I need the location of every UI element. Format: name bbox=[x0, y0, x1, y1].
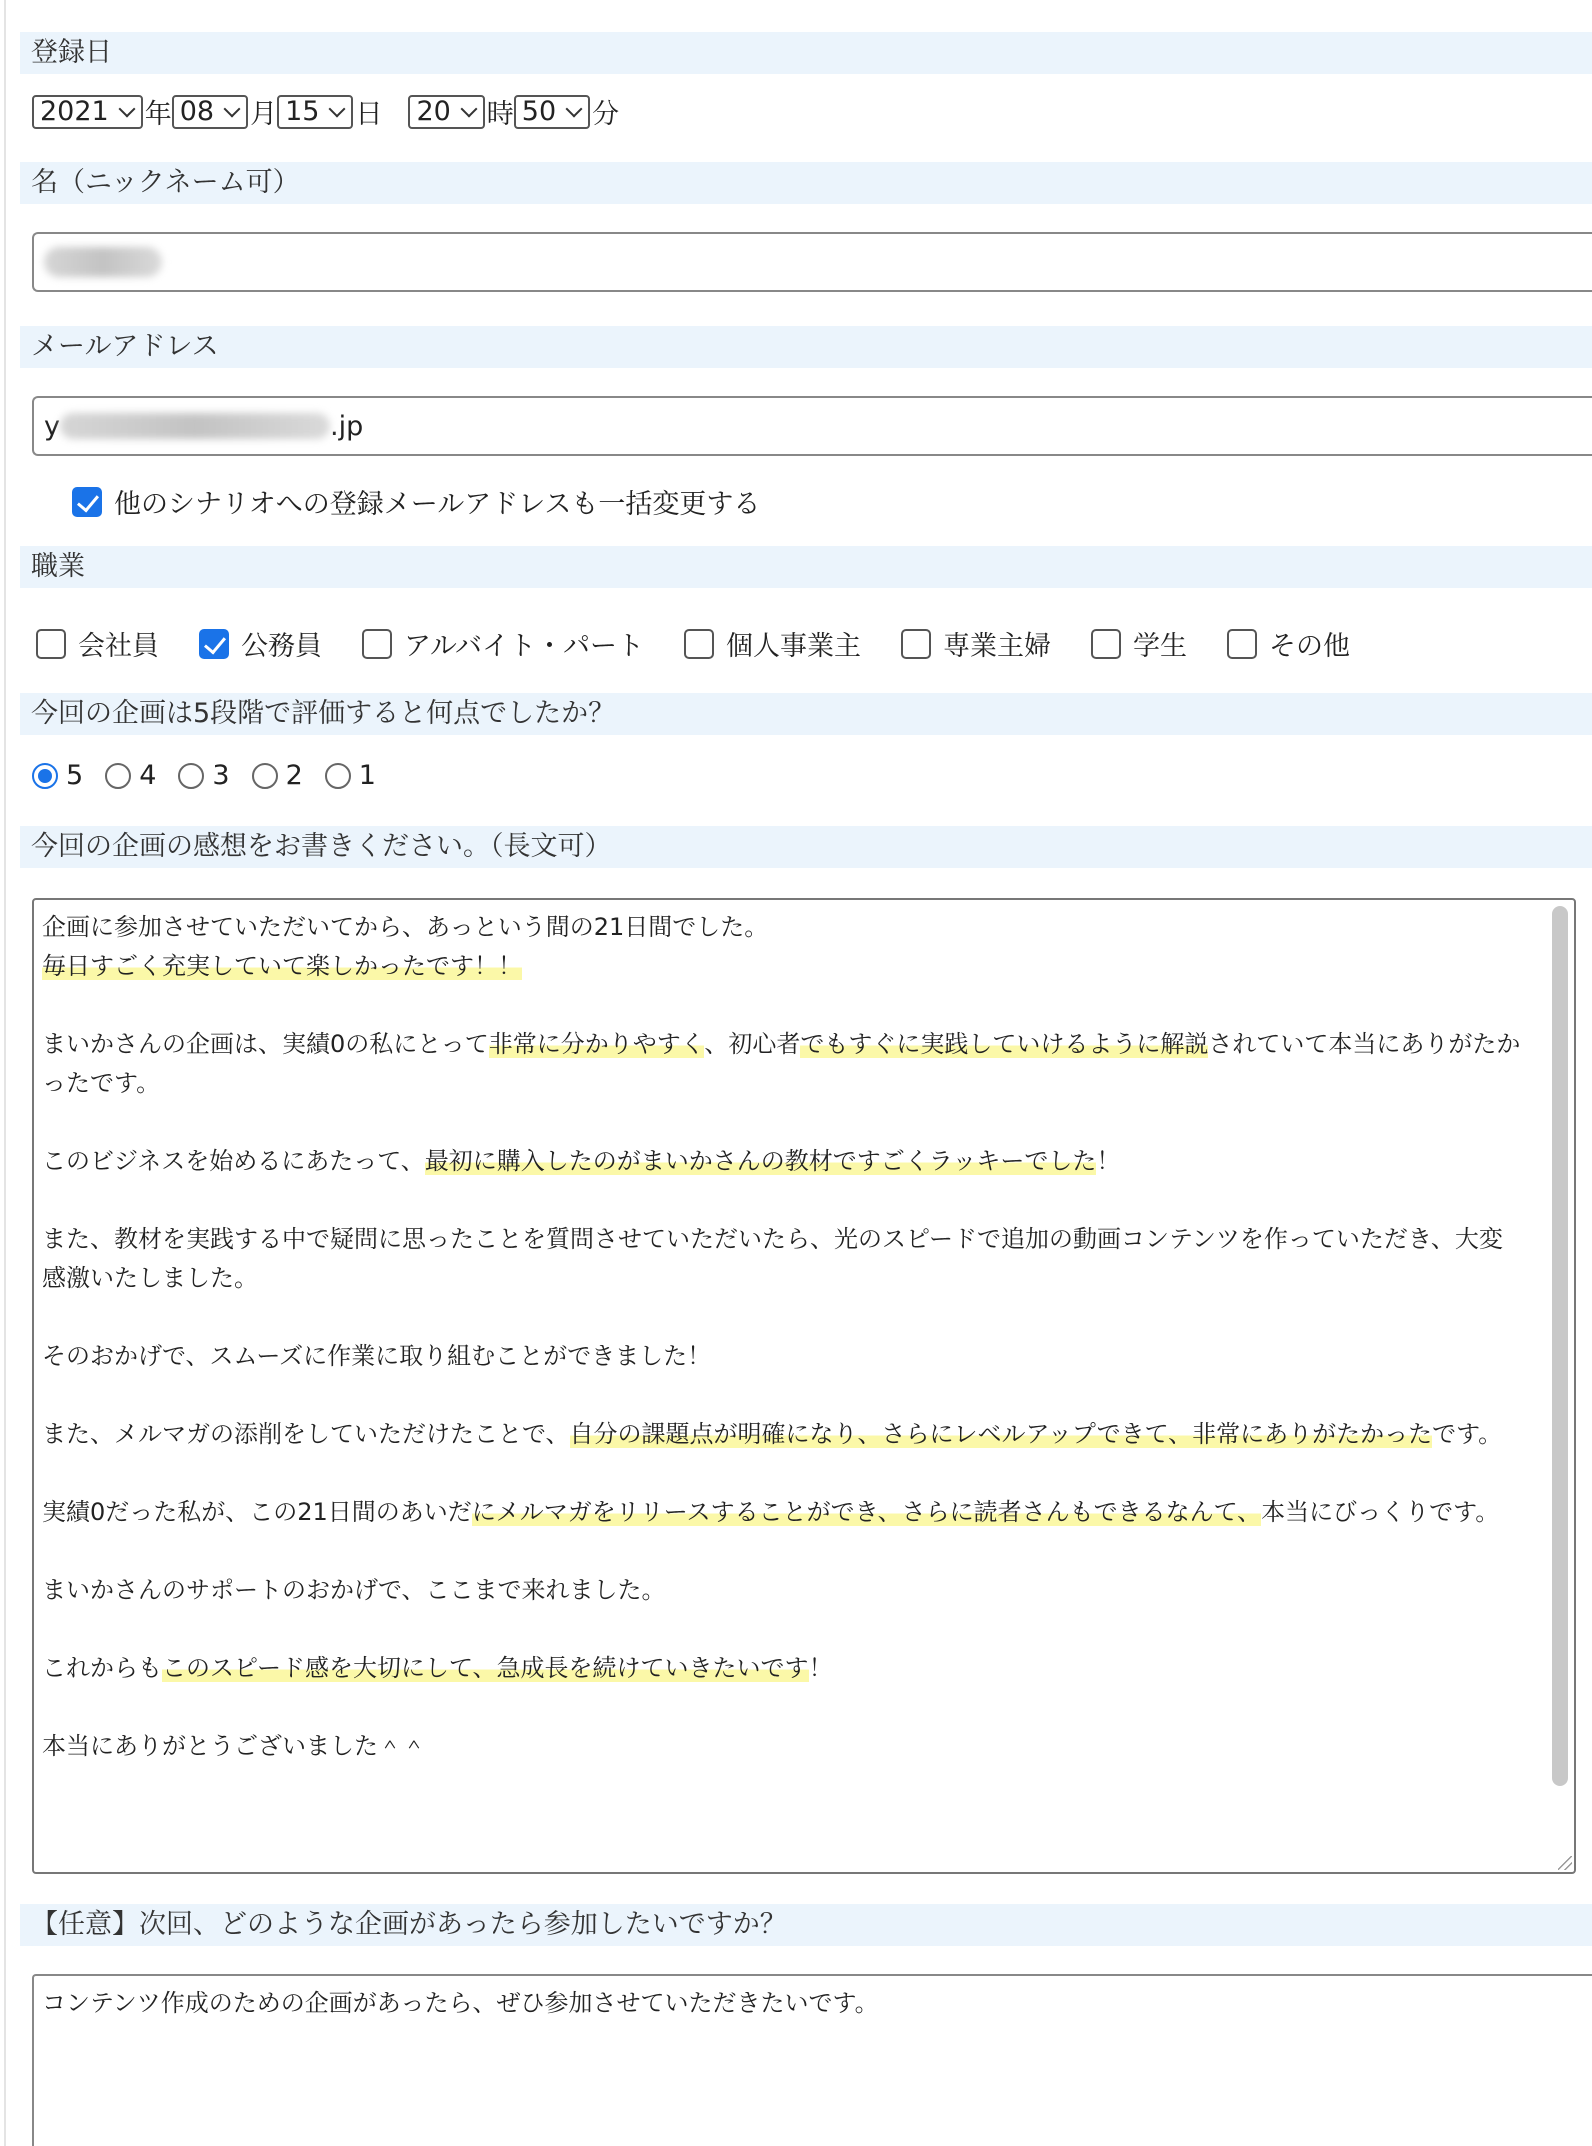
rating-options bbox=[32, 760, 398, 791]
day-unit: 日 bbox=[355, 99, 383, 130]
minute-value: 50 bbox=[521, 96, 557, 127]
month-unit: 月 bbox=[250, 99, 278, 130]
impressions-paragraph bbox=[42, 1337, 1524, 1376]
rating-radio[interactable] bbox=[178, 763, 204, 789]
impressions-paragraph bbox=[42, 986, 1524, 1025]
rating-radio[interactable] bbox=[325, 763, 351, 789]
highlighted-text: 最初に購入したのがまいかさんの教材ですごくラッキーでした bbox=[424, 1147, 1097, 1175]
occupation-options bbox=[36, 624, 1350, 663]
paragraph-text: 、初心者 bbox=[704, 1030, 801, 1058]
name-input[interactable] bbox=[32, 232, 1592, 292]
paragraph-text: です。 bbox=[1432, 1420, 1503, 1448]
occupation-checkbox[interactable] bbox=[901, 629, 931, 659]
occupation-checkbox[interactable] bbox=[362, 629, 392, 659]
highlighted-text: 毎日すごく充実していて楽しかったです！！ bbox=[42, 952, 522, 980]
redacted-name bbox=[44, 247, 162, 277]
impressions-paragraph bbox=[42, 1415, 1524, 1454]
impressions-paragraph bbox=[42, 1376, 1524, 1415]
impressions-paragraph bbox=[42, 1688, 1524, 1727]
chevron-down-icon bbox=[118, 100, 135, 117]
paragraph-text: されていて本当にありがたかったです。 bbox=[42, 1030, 1521, 1097]
paragraph-text: このビジネスを始めるにあたって、 bbox=[42, 1147, 425, 1175]
next-plan-text: コンテンツ作成のための企画があったら、ぜひ参加させていただきたいです。 bbox=[42, 1989, 879, 2017]
rating-radio[interactable] bbox=[252, 763, 278, 789]
impressions-text bbox=[34, 900, 1574, 1774]
impressions-paragraph bbox=[42, 1454, 1524, 1493]
occupation-option-label: 個人事業主 bbox=[726, 631, 862, 662]
occupation-label: 職業 bbox=[20, 546, 1592, 588]
chevron-down-icon bbox=[224, 100, 241, 117]
occupation-checkbox[interactable] bbox=[1091, 629, 1121, 659]
occupation-option-label: 学生 bbox=[1133, 631, 1188, 662]
highlighted-text: にメルマガをリリースすることができ、さらに読者さんもできるなんて、 bbox=[471, 1498, 1262, 1526]
year-unit: 年 bbox=[144, 99, 172, 130]
minute-select[interactable] bbox=[514, 95, 590, 129]
highlighted-text: 非常に分かりやすく bbox=[488, 1030, 705, 1058]
hour-value: 20 bbox=[416, 96, 451, 127]
hour-select[interactable] bbox=[408, 95, 484, 129]
impressions-paragraph bbox=[42, 1532, 1524, 1571]
bulk-change-label: 他のシナリオへの登録メールアドレスも一括変更する bbox=[114, 489, 761, 520]
impressions-paragraph bbox=[42, 908, 1524, 947]
year-value: 2021 bbox=[40, 96, 109, 127]
chevron-down-icon bbox=[329, 100, 346, 117]
rating-option-label: 1 bbox=[358, 760, 376, 791]
chevron-down-icon bbox=[460, 100, 477, 117]
impressions-paragraph bbox=[42, 1298, 1524, 1337]
impressions-paragraph bbox=[42, 1571, 1524, 1610]
reg-date-label: 登録日 bbox=[20, 32, 1592, 74]
impressions-paragraph bbox=[42, 1493, 1524, 1532]
bulk-change-checkbox[interactable] bbox=[72, 487, 102, 517]
impressions-paragraph bbox=[42, 1727, 1524, 1766]
impressions-label: 今回の企画の感想をお書きください。（長文可） bbox=[20, 826, 1592, 868]
name-label: 名（ニックネーム可） bbox=[20, 162, 1592, 204]
email-suffix: .jp bbox=[329, 410, 364, 442]
occupation-checkbox[interactable] bbox=[1227, 629, 1257, 659]
highlighted-text: でもすぐに実践していけるように解説 bbox=[800, 1030, 1209, 1058]
minute-unit: 分 bbox=[592, 99, 620, 130]
redacted-email bbox=[60, 413, 330, 439]
paragraph-text: 実績0だった私が、この21日間のあいだ bbox=[42, 1498, 472, 1526]
hour-unit: 時 bbox=[486, 99, 514, 130]
highlighted-text: このスピード感を大切にして、急成長を続けていきたいです bbox=[162, 1654, 809, 1682]
next-plan-label: 【任意】次回、どのような企画があったら参加したいですか？ bbox=[20, 1904, 1592, 1946]
day-value: 15 bbox=[285, 96, 320, 127]
impressions-paragraph bbox=[42, 1103, 1524, 1142]
year-select[interactable] bbox=[32, 95, 143, 129]
paragraph-text: また、教材を実践する中で疑問に思ったことを質問させていただいたら、光のスピードで追加の動画コンテンツを作っていただき、大変感激いたしました。 bbox=[42, 1225, 1503, 1292]
paragraph-text: これからも bbox=[42, 1654, 162, 1682]
highlighted-text: 自分の課題点が明確になり、さらにレベルアップできて、非常にありがたかった bbox=[569, 1420, 1433, 1448]
paragraph-text: まいかさんの企画は、実績0の私にとって bbox=[42, 1030, 489, 1058]
paragraph-text: ！ bbox=[808, 1654, 833, 1682]
day-select[interactable] bbox=[277, 95, 353, 129]
occupation-option-label: 公務員 bbox=[241, 631, 322, 662]
paragraph-text: ！ bbox=[1096, 1147, 1121, 1175]
occupation-checkbox[interactable] bbox=[36, 629, 66, 659]
left-border bbox=[4, 0, 6, 2146]
email-input[interactable] bbox=[32, 396, 1592, 456]
occupation-option-label: その他 bbox=[1269, 631, 1351, 662]
paragraph-text: そのおかげで、スムーズに作業に取り組むことができました！ bbox=[42, 1342, 712, 1370]
impressions-paragraph bbox=[42, 1181, 1524, 1220]
occupation-checkbox[interactable] bbox=[684, 629, 714, 659]
occupation-checkbox[interactable] bbox=[199, 629, 229, 659]
rating-option-label: 5 bbox=[66, 760, 84, 791]
rating-radio[interactable] bbox=[32, 763, 58, 789]
resize-grip-icon[interactable] bbox=[1558, 1856, 1572, 1870]
rating-option-label: 3 bbox=[212, 760, 230, 791]
textarea-scrollbar[interactable] bbox=[1552, 906, 1568, 1786]
rating-option-label: 2 bbox=[285, 760, 303, 791]
chevron-down-icon bbox=[566, 100, 583, 117]
impressions-paragraph bbox=[42, 947, 1524, 986]
paragraph-text: まいかさんのサポートのおかげで、ここまで来れました。 bbox=[42, 1576, 666, 1604]
occupation-option-label: 会社員 bbox=[78, 631, 159, 662]
impressions-paragraph bbox=[42, 1649, 1524, 1688]
rating-option-label: 4 bbox=[139, 760, 157, 791]
reg-date-row bbox=[32, 92, 619, 131]
bulk-change-row[interactable] bbox=[72, 482, 760, 521]
paragraph-text: 本当にびっくりです。 bbox=[1261, 1498, 1500, 1526]
month-value: 08 bbox=[179, 96, 215, 127]
paragraph-text: また、メルマガの添削をしていただけたことで、 bbox=[42, 1420, 570, 1448]
rating-label: 今回の企画は5段階で評価すると何点でしたか？ bbox=[20, 693, 1592, 735]
rating-radio[interactable] bbox=[105, 763, 131, 789]
occupation-option-label: アルバイト・パート bbox=[404, 631, 645, 662]
impressions-paragraph bbox=[42, 1142, 1524, 1181]
occupation-option-label: 専業主婦 bbox=[943, 631, 1052, 662]
next-plan-textarea[interactable] bbox=[32, 1974, 1592, 2146]
email-prefix: y bbox=[44, 410, 60, 442]
email-label: メールアドレス bbox=[20, 326, 1592, 368]
impressions-paragraph bbox=[42, 1025, 1524, 1103]
paragraph-text: 本当にありがとうございました＾＾ bbox=[42, 1732, 426, 1760]
paragraph-text: 企画に参加させていただいてから、あっという間の21日間でした。 bbox=[42, 913, 769, 941]
month-select[interactable] bbox=[172, 95, 248, 129]
impressions-textarea[interactable] bbox=[32, 898, 1576, 1874]
impressions-paragraph bbox=[42, 1220, 1524, 1298]
impressions-paragraph bbox=[42, 1610, 1524, 1649]
